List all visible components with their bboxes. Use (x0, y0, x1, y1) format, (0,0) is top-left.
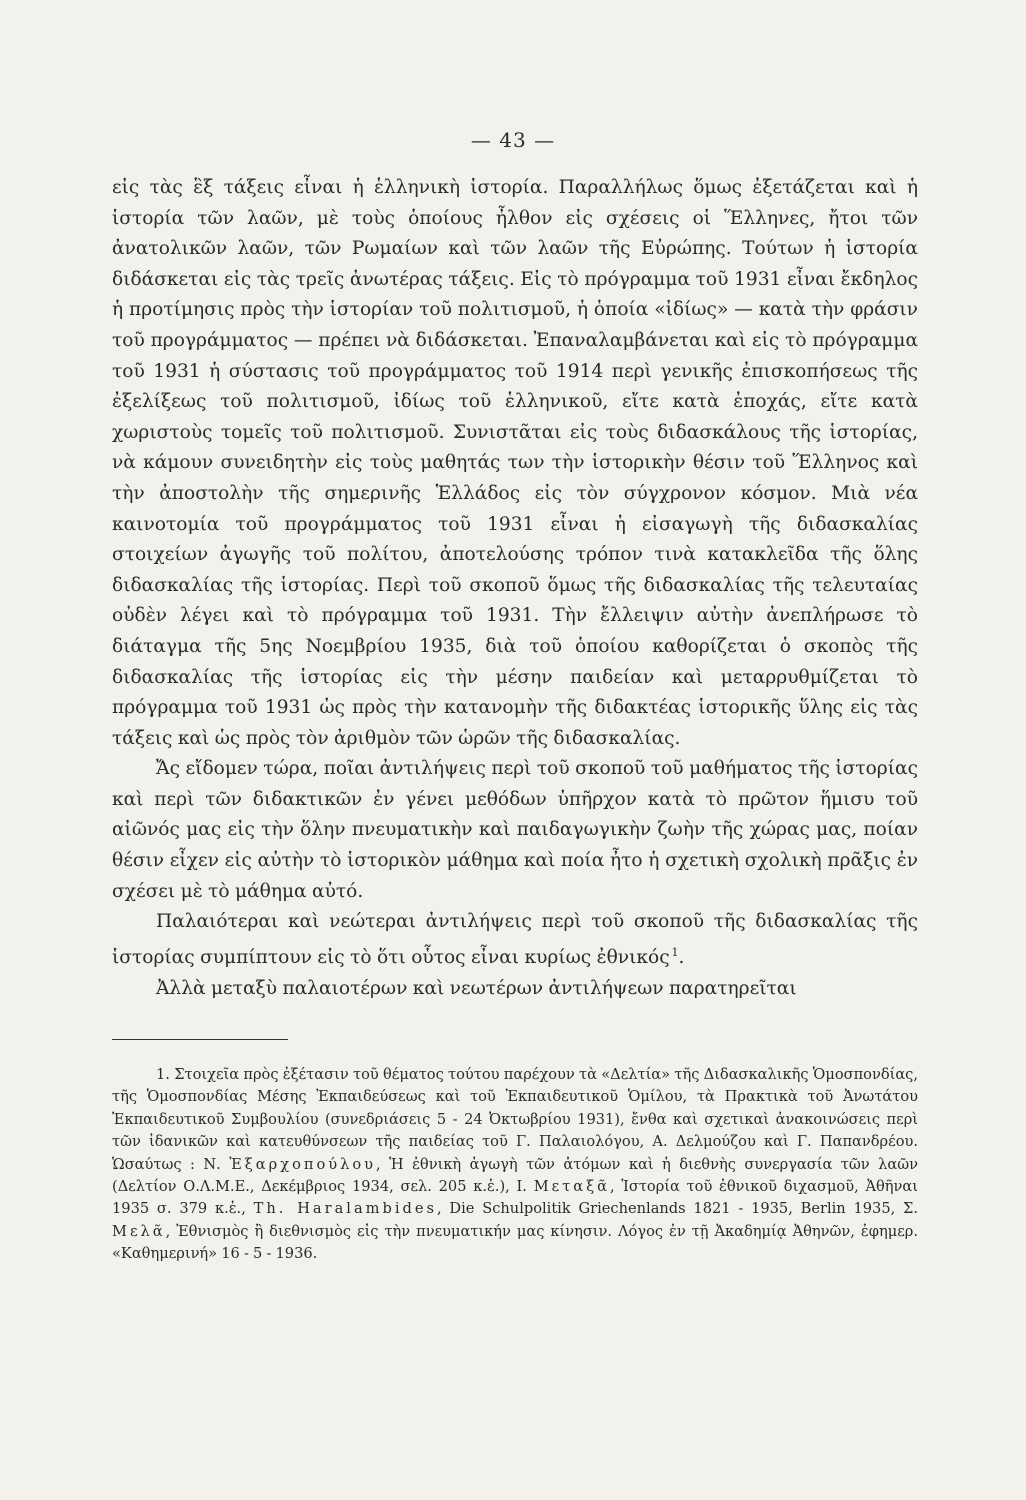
footnote-reference[interactable]: 1 (671, 945, 679, 959)
paragraph-1: εἰς τὰς ἓξ τάξεις εἶναι ἡ ἑλληνικὴ ἱστορία. Παραλλήλως ὅμως ἐξετάζεται καὶ ἡ ἱστορία τῶν λαῶν, μὲ τοὺς ὁποίους ἦλθον εἰς σχέσεις οἱ Ἕλληνες, ἤτοι τῶν ἀνατολικῶν λαῶν, τῶν Ρωμαίων καὶ τῶν λαῶν τῆς Εὐρώπης. Τούτων ἡ ἱστορία διδάσκεται εἰς τὰς τρεῖς ἀνωτέρας τάξεις. Εἰς τὸ πρόγραμμα τοῦ 1931 εἶναι ἔκδηλος ἡ προτίμησις πρὸς τὴν ἱστορίαν τοῦ πολιτισμοῦ, ἡ ὁποία «ἰδίως» — κατὰ τὴν φράσιν τοῦ προγράμματος — πρέπει νὰ διδάσκεται. Ἐπαναλαμβάνεται καὶ εἰς τὸ πρόγραμμα τοῦ 1931 ἡ σύστασις τοῦ προγράμματος τοῦ 1914 περὶ γενικῆς ἐπισκοπήσεως τῆς ἐξελίξεως τοῦ πολιτισμοῦ, ἰδίως τοῦ ἑλληνικοῦ, εἴτε κατὰ ἐποχάς, εἴτε κατὰ χωριστοὺς τομεῖς τοῦ πολιτισμοῦ. Συνιστᾶται εἰς τοὺς διδασκάλους τῆς ἱστορίας, νὰ κάμουν συνειδητὴν εἰς τοὺς μαθητάς των τὴν ἱστορικὴν θέσιν τοῦ Ἕλληνος καὶ τὴν ἀποστολὴν τῆς σημερινῆς Ἑλλάδος εἰς τὸν σύγχρονον κόσμον. Μιὰ νέα καινοτομία τοῦ προγράμματος τοῦ 1931 εἶναι ἡ εἰσαγωγὴ τῆς διδασκαλίας στοιχείων ἀγωγῆς τοῦ πολίτου, ἀποτελούσης τρόπον τινὰ κατακλεῖδα τῆς ὅλης διδασκαλίας τῆς ἱστορίας. Περὶ τοῦ σκοποῦ ὅμως τῆς διδασκαλίας τῆς τελευταίας οὐδὲν λέγει καὶ τὸ πρόγραμμα τοῦ 1931. Τὴν ἔλλειψιν αὐτὴν ἀνεπλήρωσε τὸ διάταγμα τῆς 5ης Νοεμβρίου 1935, διὰ τοῦ ὁποίου καθορίζεται ὁ σκοπὸς τῆς διδασκαλίας τῆς ἱστορίας εἰς τὴν μέσην παιδείαν καὶ μεταρρυθμίζεται τὸ πρόγραμμα τοῦ 1931 ὡς πρὸς τὴν κατανομὴν τῆς διδακτέας ἱστορικῆς ὕλης εἰς τὰς τάξεις καὶ ὡς πρὸς τὸν ἀριθμὸν τῶν ὡρῶν τῆς διδασκαλίας. (112, 177, 918, 749)
footnote-text-3: , Ἱστορία τοῦ ἐθνικοῦ διχασμοῦ, Ἀθῆναι 1935 σ. 379 κ.ἑ., (112, 1178, 918, 1218)
footnote-1 (112, 1064, 918, 1266)
page-number: — 43 — (470, 128, 556, 152)
footnotes (112, 1064, 918, 1266)
footnote-author-1: Ἐξαρχοπούλου (229, 1155, 377, 1173)
paragraph-3-text: Παλαιότεραι καὶ νεώτεραι ἀντιλήψεις περὶ τοῦ σκοποῦ τῆς διδασκαλίας τῆς ἱστορίας συμπίπτουν εἰς τὸ ὅτι οὗτος εἶναι κυρίως ἐθνικός (112, 911, 918, 969)
footnote-author-4: Μελᾶ (112, 1222, 166, 1240)
footnote-text-1: 1. Στοιχεῖα πρὸς ἐξέτασιν τοῦ θέματος τούτου παρέχουν τὰ «Δελτία» τῆς Διδασκαλικῆς Ὁμοσπονδίας, τῆς Ὁμοσπονδίας Μέσης Ἐκπαιδεύσεως καὶ τοῦ Ἐκπαιδευτικοῦ Ὁμίλου, τὰ Πρακτικὰ τοῦ Ἀνωτάτου Ἐκπαιδευτικοῦ Συμβουλίου (συνεδριάσεις 5 - 24 Ὀκτωβρίου 1931), ἔνθα καὶ σχετικαὶ ἀνακοινώσεις περὶ τῶν ἰδανικῶν καὶ κατευθύνσεων τῆς παιδείας τοῦ Γ. Παλαιολόγου, Α. Δελμούζου καὶ Γ. Παπανδρέου. Ὡσαύτως : Ν. (112, 1066, 918, 1173)
main-text (112, 173, 918, 1004)
footnote-text-2: , Ἡ ἐθνικὴ ἀγωγὴ τῶν ἀτόμων καὶ ἡ διεθνὴς συνεργασία τῶν λαῶν (Δελτίον Ο.Λ.Μ.Ε., Δεκέμβριος 1934, σελ. 205 κ.ἑ.), Ι. (112, 1155, 919, 1196)
footnote-text-5: , Ἐθνισμὸς ἢ διεθνισμὸς εἰς τὴν πνευματικήν μας κίνησιν. Λόγος ἐν τῇ Ἀκαδημίᾳ Ἀθηνῶν, ἐφημερ. «Καθημερινή» 16 - 5 - 1936. (112, 1222, 918, 1263)
footnote-author-3: Th. Haralambides (253, 1200, 437, 1218)
paragraph-3-end: . (678, 947, 685, 969)
footnote-author-2: Μεταξᾶ (533, 1178, 611, 1196)
paragraph-3 (112, 907, 918, 973)
paragraph-4: Ἀλλὰ μεταξὺ παλαιοτέρων καὶ νεωτέρων ἀντιλήψεων παρατηρεῖται (156, 977, 797, 999)
footnote-divider (112, 1039, 288, 1040)
paragraph-2: Ἄς εἴδομεν τώρα, ποῖαι ἀντιλήψεις περὶ τοῦ σκοποῦ τοῦ μαθήματος τῆς ἱστορίας καὶ περὶ τῶν διδακτικῶν ἐν γένει μεθόδων ὑπῆρχον κατὰ τὸ πρῶτον ἥμισυ τοῦ αἰῶνός μας εἰς τὴν ὅλην πνευματικὴν καὶ παιδαγωγικὴν ζωὴν τῆς χώρας μας, ποίαν θέσιν εἶχεν εἰς αὐτὴν τὸ ἱστορικὸν μάθημα καὶ ποία ἦτο ἡ σχετικὴ σχολικὴ πρᾶξις ἐν σχέσει μὲ τὸ μάθημα αὐτό. (112, 758, 918, 902)
footnote-text-4: , Die Schulpolitik Griechenlands 1821 - 1935, Berlin 1935, Σ. (437, 1200, 919, 1218)
